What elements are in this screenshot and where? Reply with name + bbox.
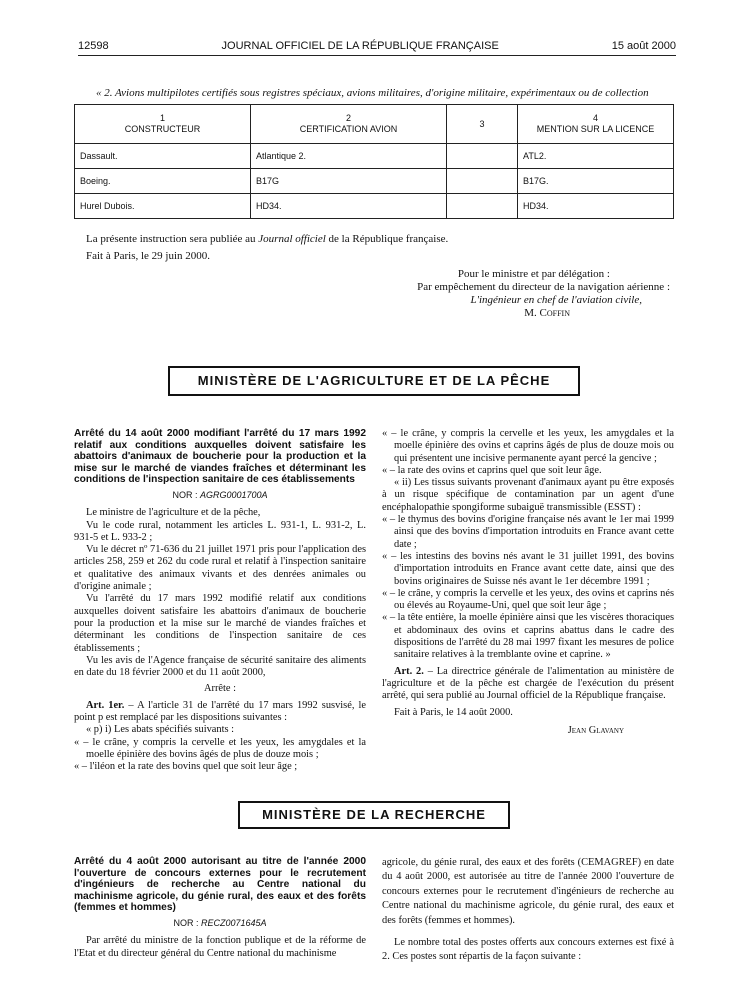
header-rule [78,55,676,56]
table-cell [447,169,518,194]
agri-left-column: Arrêté du 14 août 2000 modifiant l'arrêté du 17 mars 1992 relatif aux conditions auxquelles doivent satisfaire les abattoirs d'animaux de boucherie pour la production et la mise sur le marché de viandes fraîches et déterminant les conditions de l'inspection sanitaire de ces établissements NOR : AGRG0001700A Le ministre de l'agriculture et de la pêche, Vu le code rural, notamment les articles L. 931-1, L. 931-2, L. 931-5 et L. 933-2 ; Vu le décret nº 71-636 du 21 juillet 1971 pris pour l'application des articles 258, 259 et 262 du code rural et relatif à l'inspection sanitaire et qualitative des animaux vivants et des denrées animales ou d'origine animale ; Vu l'arrêté du 17 mars 1992 modifié relatif aux conditions auxquelles doivent satisfaire les abattoirs d'animaux de boucherie pour la production et la mise sur le marché de viandes fraîches et déterminant les conditions de l'inspection sanitaire de ces établissements ; Vu les avis de l'Agence française de sécurité sanitaire des aliments en date du 18 février 2000 et du 11 août 2000, Arrête : Art. 1er. – A l'article 31 de l'arrêté du 17 mars 1992 susvisé, le point p est remplacé par les dispositions suivantes : « p) i) Les abats spécifiés suivants : « – le crâne, y compris la cervelle et les yeux, les amygdales et la moelle épinière des bovins âgés de plus de douze mois ; « – l'iléon et la rate des bovins quel que soit leur âge ; [74,428,366,773]
table-cell: Atlantique 2. [251,144,447,169]
table-cell: Hurel Dubois. [75,194,251,219]
article-1: Art. 1er. – A l'article 31 de l'arrêté du 17 mars 1992 susvisé, le point p est remplacé par les dispositions suivantes : [74,699,366,724]
rech-left-column: Arrêté du 4 août 2000 autorisant au titre de l'année 2000 l'ouverture de concours externes pour le recrutement d'ingénieurs de recherche au Centre national du machinisme agricole, du génie rural, des eaux et des forêts (femmes et hommes) NOR : RECZ0071645A Par arrêté du ministre de la fonction publique et de la réforme de l'Etat et du directeur général du Centre national du machinisme [74,856,366,959]
table-cell: B17G [251,169,447,194]
table-cell [447,144,518,169]
signatory: Jean Glavany [567,724,624,736]
issue-date: 15 août 2000 [611,40,676,52]
page-header [78,40,676,52]
table-intro: « 2. Avions multipilotes certifiés sous registres spéciaux, avions militaires, d'origine militaire, expérimentaux ou de collection [96,87,649,99]
journal-title: JOURNAL OFFICIEL DE LA RÉPUBLIQUE FRANÇAISE [221,40,499,52]
column-header: 2 CERTIFICATION AVION [251,105,447,144]
table-cell: HD34. [518,194,674,219]
table-header-row [75,105,674,144]
table-cell [447,194,518,219]
table-row [75,194,674,219]
page-number: 12598 [78,40,109,52]
table-row [75,144,674,169]
column-header: 1 CONSTRUCTEUR [75,105,251,144]
ministry-banner-research: MINISTÈRE DE LA RECHERCHE [238,801,510,829]
article-2: Art. 2. – La directrice générale de l'alimentation au ministère de l'agriculture et de la pêche est chargée de l'exécution du présent arrêté, qui sera publié au Journal officiel de la République française. [382,665,674,702]
column-header: 3 [447,105,518,144]
table-cell: Dassault. [75,144,251,169]
ministry-banner-agriculture: MINISTÈRE DE L'AGRICULTURE ET DE LA PÊCHE [168,366,580,396]
table-cell: B17G. [518,169,674,194]
decree-title: Arrêté du 14 août 2000 modifiant l'arrêté du 17 mars 1992 relatif aux conditions auxquelles doivent satisfaire les abattoirs d'animaux de boucherie pour la production et la mise sur le marché de viandes fraîches et déterminant les conditions de l'inspection sanitaire de ces établissements [74,428,366,486]
agri-right-column: « – le crâne, y compris la cervelle et les yeux, les amygdales et la moelle épinière des ovins et caprins âgés de plus de douze mois ou qui présentent une incisive permanente ayant percé la gencive ; « – la rate des ovins et caprins quel que soit leur âge. « ii) Les tissus suivants provenant d'animaux ayant pu être exposés à un risque spécifique de contamination par un agent d'une encéphalopathie spongiforme subaiguë transmissible (ESST) : « – le thymus des bovins d'origine française nés avant le 1er mai 1999 ainsi que des bovins d'importation introduits en France avant cette date ; « – les intestins des bovins nés avant le 31 juillet 1991, des bovins d'importation introduits en France avant cette date, ainsi que des bovins originaires de Suisse nés avant le 1er décembre 1991 ; « – le crâne, y compris la cervelle et les yeux, des ovins et caprins nés ou élevés au Royaume-Uni, quel que soit leur âge ; « – la tête entière, la moelle épinière ainsi que les viscères thoraciques et abdominaux des ovins et caprins abattus dans le cadre des dispositions de l'arrêté du 28 mai 1997 fixant les mesures de police sanitaire relatives à la tremblante ovine et caprine. » Art. 2. – La directrice générale de l'alimentation au ministère de l'agriculture et de la pêche est chargée de l'exécution du présent arrêté, qui sera publié au Journal officiel de la République française. Fait à Paris, le 14 août 2000. Jean Glavany [382,428,674,736]
table-cell: Boeing. [75,169,251,194]
table-cell: HD34. [251,194,447,219]
rech-right-column: agricole, du génie rural, des eaux et des forêts (CEMAGREF) en date du 4 août 2000, est autorisée au titre de l'année 2000 l'ouverture de concours externes pour le recrutement d'ingénieurs de recherche au Centre national du machinisme agricole, du génie rural, des eaux et des forêts (femmes et hommes). Le nombre total des postes offerts aux concours externes est fixé à 2. Ces postes sont répartis de la façon suivante : [382,857,674,963]
nor-reference: NOR : RECZ0071645A [173,917,267,928]
publication-line: La présente instruction sera publiée au Journal officiel de la République française. [86,233,449,245]
licence-table [74,104,674,219]
signature-block: Pour le ministre et par délégation : Par empêchement du directeur de la navigation aérienne : L'ingénieur en chef de l'aviation civile, M. Coffin [417,268,670,319]
decree-title: Arrêté du 4 août 2000 autorisant au titre de l'année 2000 l'ouverture de concours externes pour le recrutement d'ingénieurs de recherche au Centre national du machinisme agricole, du génie rural, des eaux et des forêts (femmes et hommes) [74,856,366,914]
done-at-line: Fait à Paris, le 29 juin 2000. [86,250,211,262]
table-row [75,169,674,194]
table-cell: ATL2. [518,144,674,169]
nor-reference: NOR : AGRG0001700A [172,489,268,500]
column-header: 4 MENTION SUR LA LICENCE [518,105,674,144]
